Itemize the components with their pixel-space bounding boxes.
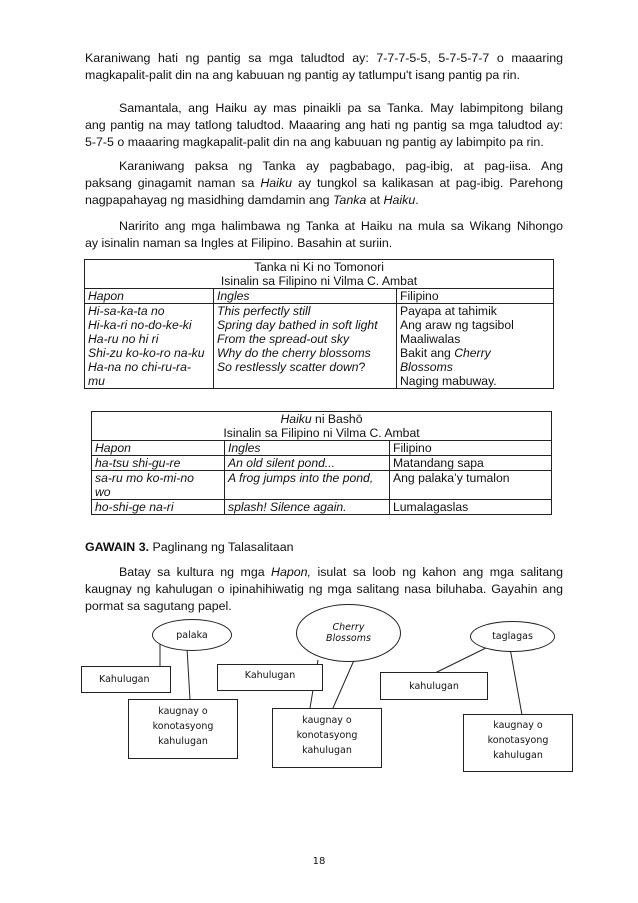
table-row: sa-ru mo ko-mi-no wo A frog jumps into the pond, Ang palaka’y tumalon xyxy=(92,471,552,500)
paragraph-line: kaugnay ng kahulugan o ipinahihiwatig ng mga salitang nasa biluhaba. Gayahin ang xyxy=(85,582,563,596)
haiku-title: Haiku ni Bashō xyxy=(280,412,363,426)
kahulugan-box-3: kahulugan xyxy=(380,672,488,700)
paragraph-line: Samantala, ang Haiku ay mas pinaikli pa sa Tanka. May labimpitong bilang xyxy=(119,101,563,115)
column-header-hapon: Hapon xyxy=(92,441,225,456)
gawain-heading: GAWAIN 3. Paglinang ng Talasalitaan xyxy=(85,540,294,554)
table-row: ho-shi-ge na-ri splash! Silence again. Lumalagaslas xyxy=(92,500,552,515)
tanka-ingles-cell: This perfectly still Spring day bathed in soft light From the spread-out sky Why do the cherry blossoms So restlessly scatter down? xyxy=(214,304,397,389)
kahulugan-box-1: Kahulugan xyxy=(81,666,171,693)
paragraph-line: Karaniwang paksa ng Tanka ay pagbabago, pag-ibig, at pag-iisa. Ang xyxy=(119,159,563,173)
kahulugan-box-2: Kahulugan xyxy=(217,664,323,691)
paragraph-line: magkapalit-palit din na ang kabuuan ng pantig ay tatlumpu't isang pantig pa rin. xyxy=(85,68,520,82)
paragraph-line: Karaniwang hati ng pantig sa mga taludtod ay: 7-7-7-5-5, 5-7-5-7-7 o maaaring xyxy=(85,51,563,65)
table-row: ha-tsu shi-gu-re An old silent pond... Matandang sapa xyxy=(92,456,552,471)
tanka-filipino-cell: Payapa at tahimik Ang araw ng tagsibol Maaliwalas Bakit ang Cherry Blossoms Naging mabuway. xyxy=(397,304,554,389)
paragraph-line: nagpapahayag ng masidhing damdamin ang Tanka at Haiku. xyxy=(85,193,419,207)
tanka-title: Tanka ni Ki no Tomonori xyxy=(254,260,384,274)
tanka-subtitle: Isinalin sa Filipino ni Vilma C. Ambat xyxy=(220,274,418,288)
column-header-hapon: Hapon xyxy=(85,289,214,304)
oval-cherry-blossoms: Cherry Blossoms xyxy=(296,604,401,662)
paragraph-line: pormat sa sagutang papel. xyxy=(85,599,232,613)
paragraph-line: 5-7-5 o maaaring magkapalit-palit din na ang kabuuan ng pantig ay labimpito pa rin. xyxy=(85,135,544,149)
kaugnay-box-2: kaugnay o konotasyong kahulugan xyxy=(272,708,382,768)
paragraph-line: Naririto ang mga halimbawa ng Tanka at Haiku na mula sa Wikang Nihongo xyxy=(119,219,563,233)
column-header-ingles: Ingles xyxy=(214,289,397,304)
kaugnay-box-1: kaugnay o konotasyong kahulugan xyxy=(128,699,238,759)
page-number: 18 xyxy=(312,856,326,867)
paragraph-line: ang pantig na may tatlong taludtod. Maaaring ang hati ng pantig sa mga taludtod ay: xyxy=(85,118,563,132)
tanka-hapon-cell: Hi-sa-ka-ta no Hi-ka-ri no-do-ke-ki Ha-ru no hi ri Shi-zu ko-ko-ro na-ku Ha-na no chi-ru-ra- mu xyxy=(85,304,214,389)
kaugnay-box-3: kaugnay o konotasyong kahulugan xyxy=(463,714,573,772)
oval-palaka: palaka xyxy=(152,619,232,651)
column-header-ingles: Ingles xyxy=(225,441,390,456)
oval-taglagas: taglagas xyxy=(470,621,555,652)
paragraph-line: ay isinalin naman sa Ingles at Filipino. Basahin at suriin. xyxy=(85,236,393,250)
paragraph-line: Batay sa kultura ng mga Hapon, isulat sa loob ng kahon ang mga salitang xyxy=(119,565,563,579)
haiku-subtitle: Isinalin sa Filipino ni Vilma C. Ambat xyxy=(223,426,420,440)
paragraph-line: paksang ginagamit naman sa Haiku ay tungkol sa kalikasan at pag-ibig. Parehong xyxy=(85,176,563,190)
column-header-filipino: Filipino xyxy=(397,289,554,304)
column-header-filipino: Filipino xyxy=(390,441,552,456)
